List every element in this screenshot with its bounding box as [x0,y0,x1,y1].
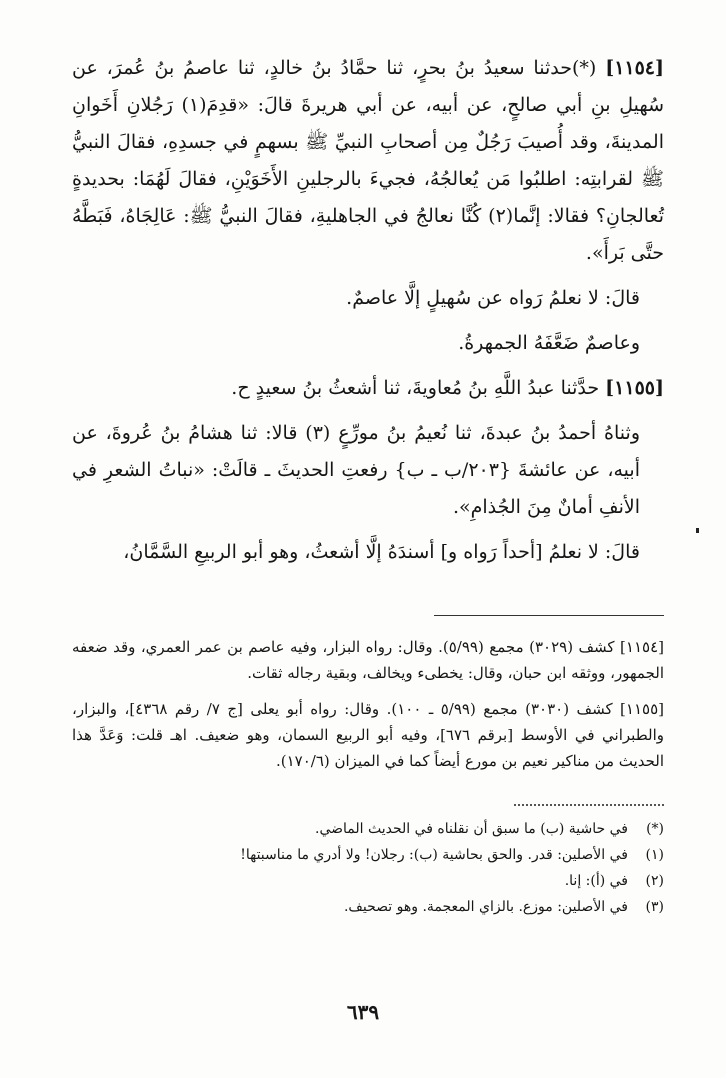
page-number: ٦٣٩ [346,1000,380,1024]
hadith-number: [١١٥٤] [605,57,665,79]
commentary-line: وعاصمٌ ضَعَّفَهُ الجمهرةُ. [458,332,640,354]
footnote-marker: (١) [645,847,664,863]
commentary-line: قالَ: لا نعلمُ رَواه عن سُهيلٍ إلَّا عاصمٌ. [346,287,640,309]
footnote [72,868,664,894]
footnote [72,894,664,920]
footnote-marker: (٢) [645,873,664,889]
footnote-text: في حاشية (ب) ما سبق أن نقلناه في الحديث الماضي. [315,821,628,837]
main-text [72,50,664,571]
footnote-marker: (*) [646,821,664,837]
footnote-text: في (أ): إنا. [564,873,628,889]
hadith-1155 [72,370,664,407]
footnote-text: في الأصلين: قدر. والحق بحاشية (ب): رجلان! ولا أدري ما مناسبتها! [240,847,628,863]
footnote-separator [514,804,664,806]
footnote [72,842,664,868]
hadith-number: [١١٥٥] [605,377,664,399]
footnote-text: في الأصلين: موزع. بالزاي المعجمة. وهو تصحيف. [343,899,628,915]
commentary-line: قالَ: لا نعلمُ [أحداً رَواه و] أسندَهُ إلَّا أشعثُ، وهو أبو الربيعِ السَّمَّانُ، [123,541,640,563]
document-page [72,50,664,920]
footnotes [72,816,664,920]
reference-1155: [١١٥٥] كشف (٣٠٣٠) مجمع (٥/٩٩ ـ ١٠٠). وقال: رواه أبو يعلى [ج ٧/ رقم ٤٣٦٨]، والبزار، والطبراني في الأوسط [برقم ٦٧٦]، وفيه أبو الربيع السمان، وهو ضعيف. اهـ قلت: وَعَدَّ هذا الحديث من مناكير نعيم بن مورع أيضاً كما في الميزان (١٧٠/٦). [72,700,665,770]
reference-notes [72,634,664,774]
chain-paragraph: وثناهُ أحمدُ بنُ عبدةَ، ثنا نُعيمُ بنُ مورِّعٍ (٣) قالا: ثنا هشامُ بنُ عُروةَ، عن أبيه، عن عائشةَ {٢٠٣/ب ـ ب} رفعتِ الحديثَ ـ قالَتْ: «نباتُ الشعرِ في الأنفِ أمانٌ مِنَ الجُذامِ». [72,422,640,518]
footnote-marker: (٣) [645,899,664,915]
hadith-1154 [72,50,664,272]
section-divider [434,615,664,616]
hadith-text: حدَّثنا عبدُ اللَّهِ بنُ مُعاويةَ، ثنا أشعثُ بنُ سعيدٍ ح. [231,377,600,399]
footnote [72,816,664,842]
hadith-text: (*)حدثنا سعيدُ بنُ بحرٍ، ثنا حمَّادُ بنُ خالدٍ، ثنا عاصمُ بنُ عُمرَ، عن سُهيلِ بنِ أبي صالحٍ، عن أبيه، عن أبي هريرةَ قالَ: «قدِمَ(١) رَجُلانِ أَخَوانِ المدينةَ، وقد أُصيبَ رَجُلٌ مِن أصحابِ النبيِّ ﷺ بسهمٍ في جسدِهِ، فقالَ النبيُّ ﷺ لقرابتِه: اطلبُوا مَن يُعالجُهُ، فجيءَ بالرجلينِ الأَخَوَيْنِ، فقالَ لَهُمَا: بحديدةٍ تُعالجانِ؟ فقالا: إنَّما(٢) كُنَّا نعالجُ في الجاهليةِ، فقالَ النبيُّ ﷺ: عَالِجَاهُ، فَبَطَّهُ حتَّى بَرأَ». [72,57,664,264]
reference-1154: [١١٥٤] كشف (٣٠٢٩) مجمع (٥/٩٩). وقال: رواه البزار، وفيه عاصم بن عمر العمري، وقد ضعفه الجمهور، ووثقه ابن حبان، وقال: يخطىء ويخالف، وبقية رجاله ثقات. [72,638,664,682]
margin-mark [696,528,699,533]
